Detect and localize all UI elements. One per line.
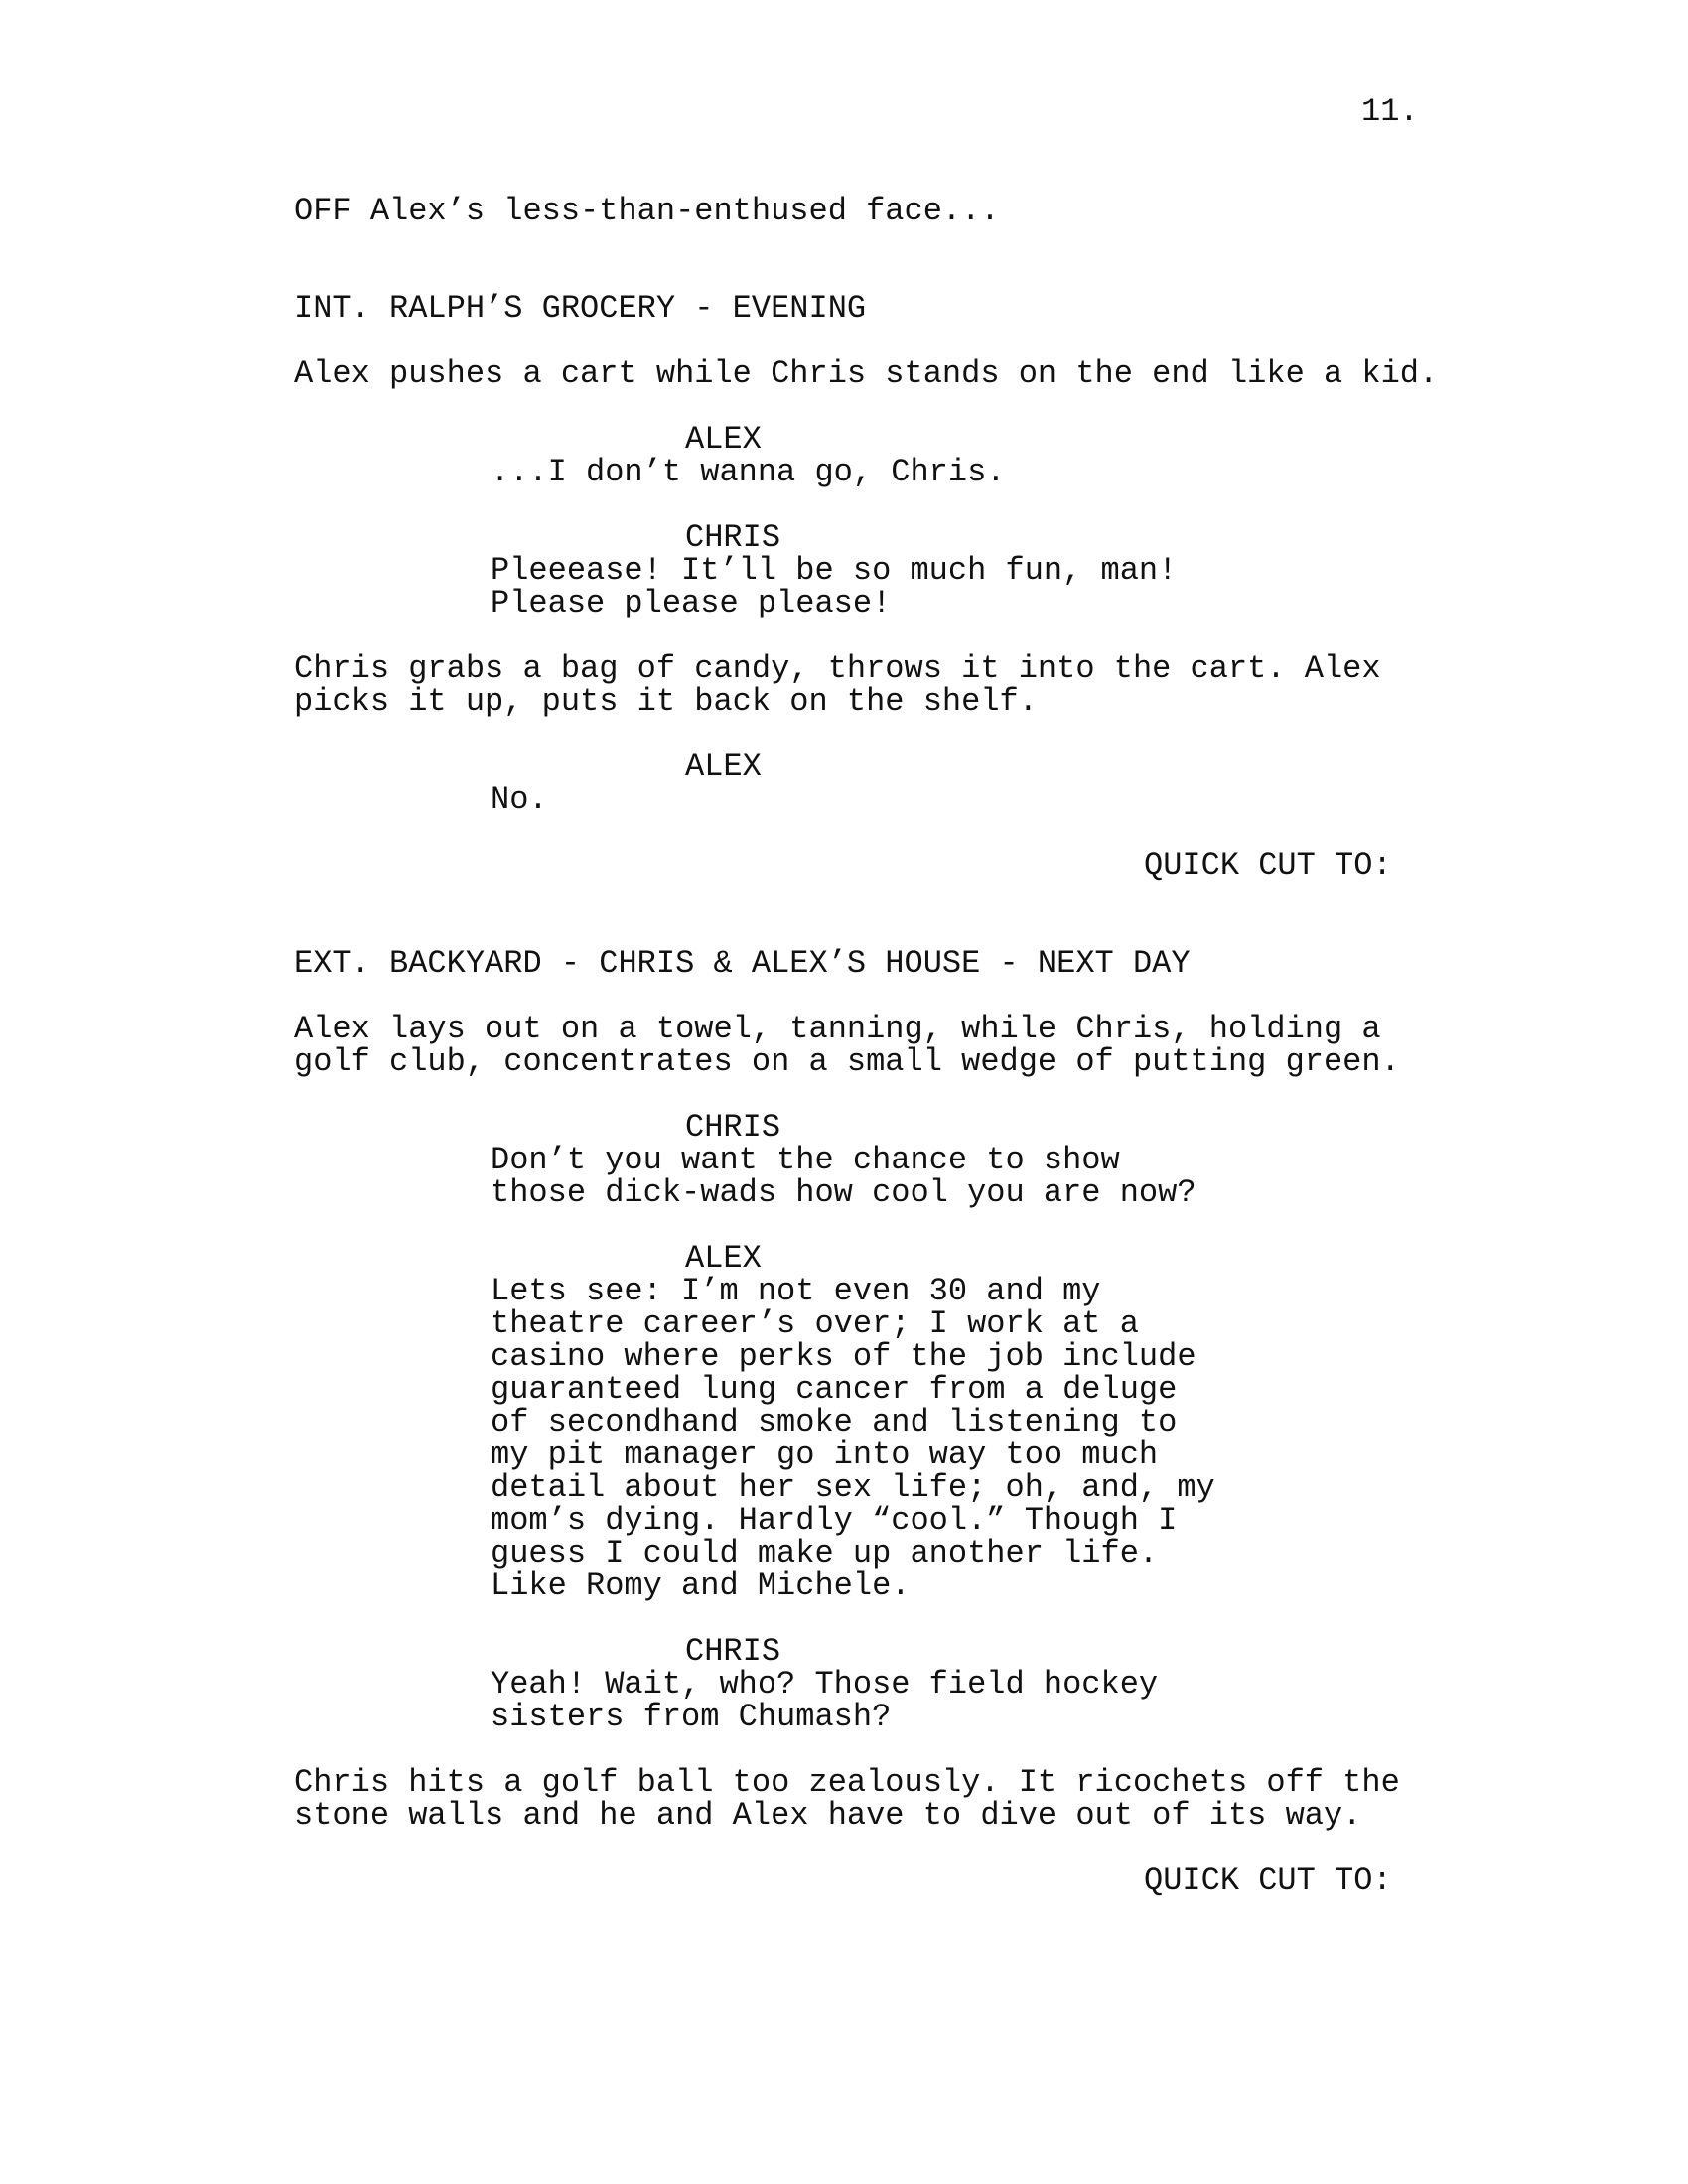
dialogue-line: guaranteed lung cancer from a deluge	[491, 1371, 1178, 1408]
dialogue-line: Like Romy and Michele.	[491, 1568, 911, 1604]
dialogue-line: theatre career’s over; I work at a	[491, 1305, 1139, 1342]
dialogue-line: casino where perks of the job include	[491, 1338, 1196, 1375]
dialogue-line: Lets see: I’m not even 30 and my	[491, 1273, 1101, 1309]
dialogue	[491, 783, 548, 816]
character-name: CHRIS	[685, 519, 781, 556]
dialogue	[491, 1275, 1215, 1602]
dialogue-line: Yeah! Wait, who? Those field hockey	[491, 1666, 1159, 1703]
dialogue-line: Pleeease! It’ll be so much fun, man!	[491, 552, 1178, 589]
action-block	[294, 1766, 1400, 1832]
character-name: ALEX	[685, 1240, 762, 1277]
action-line: Alex pushes a cart while Chris stands on the end like a kid.	[294, 355, 1439, 392]
dialogue	[491, 1144, 1196, 1209]
dialogue-line: mom’s dying. Hardly “cool.” Though I	[491, 1502, 1178, 1539]
action-line: OFF Alex’s less-than-enthused face...	[294, 193, 1000, 229]
dialogue-line: ...I don’t wanna go, Chris.	[491, 454, 1006, 490]
action-block	[294, 652, 1381, 718]
scene-heading: EXT. BACKYARD - CHRIS & ALEX’S HOUSE - NEXT DAY	[294, 945, 1191, 982]
dialogue-line: guess I could make up another life.	[491, 1535, 1159, 1571]
character-name: CHRIS	[685, 1633, 781, 1670]
action-line: Alex lays out on a towel, tanning, while Chris, holding a	[294, 1011, 1381, 1047]
action-line: stone walls and he and Alex have to dive out of its way.	[294, 1797, 1362, 1834]
dialogue-line: sisters from Chumash?	[491, 1699, 892, 1735]
dialogue-line: my pit manager go into way too much	[491, 1436, 1159, 1473]
transition: QUICK CUT TO:	[1144, 847, 1392, 884]
dialogue-line: No.	[491, 781, 548, 818]
dialogue-line: those dick-wads how cool you are now?	[491, 1174, 1196, 1211]
page-number: 11.	[1361, 93, 1419, 130]
dialogue	[491, 554, 1177, 619]
character-name: CHRIS	[685, 1109, 781, 1146]
action-line: golf club, concentrates on a small wedge of putting green.	[294, 1043, 1400, 1080]
action-block	[294, 1013, 1400, 1078]
dialogue-line: of secondhand smoke and listening to	[491, 1404, 1178, 1440]
dialogue-line: Don’t you want the chance to show	[491, 1142, 1120, 1178]
dialogue-line: detail about her sex life; oh, and, my	[491, 1469, 1215, 1506]
character-name: ALEX	[685, 749, 762, 785]
transition: QUICK CUT TO:	[1144, 1862, 1392, 1899]
character-name: ALEX	[685, 421, 762, 458]
scene-heading: INT. RALPH’S GROCERY - EVENING	[294, 290, 867, 327]
action-line: picks it up, puts it back on the shelf.	[294, 683, 1038, 720]
dialogue	[491, 456, 1005, 488]
dialogue	[491, 1668, 1158, 1733]
action-line: Chris grabs a bag of candy, throws it into the cart. Alex	[294, 650, 1381, 687]
dialogue-line: Please please please!	[491, 585, 892, 621]
action-line: Chris hits a golf ball too zealously. It ricochets off the	[294, 1764, 1400, 1801]
